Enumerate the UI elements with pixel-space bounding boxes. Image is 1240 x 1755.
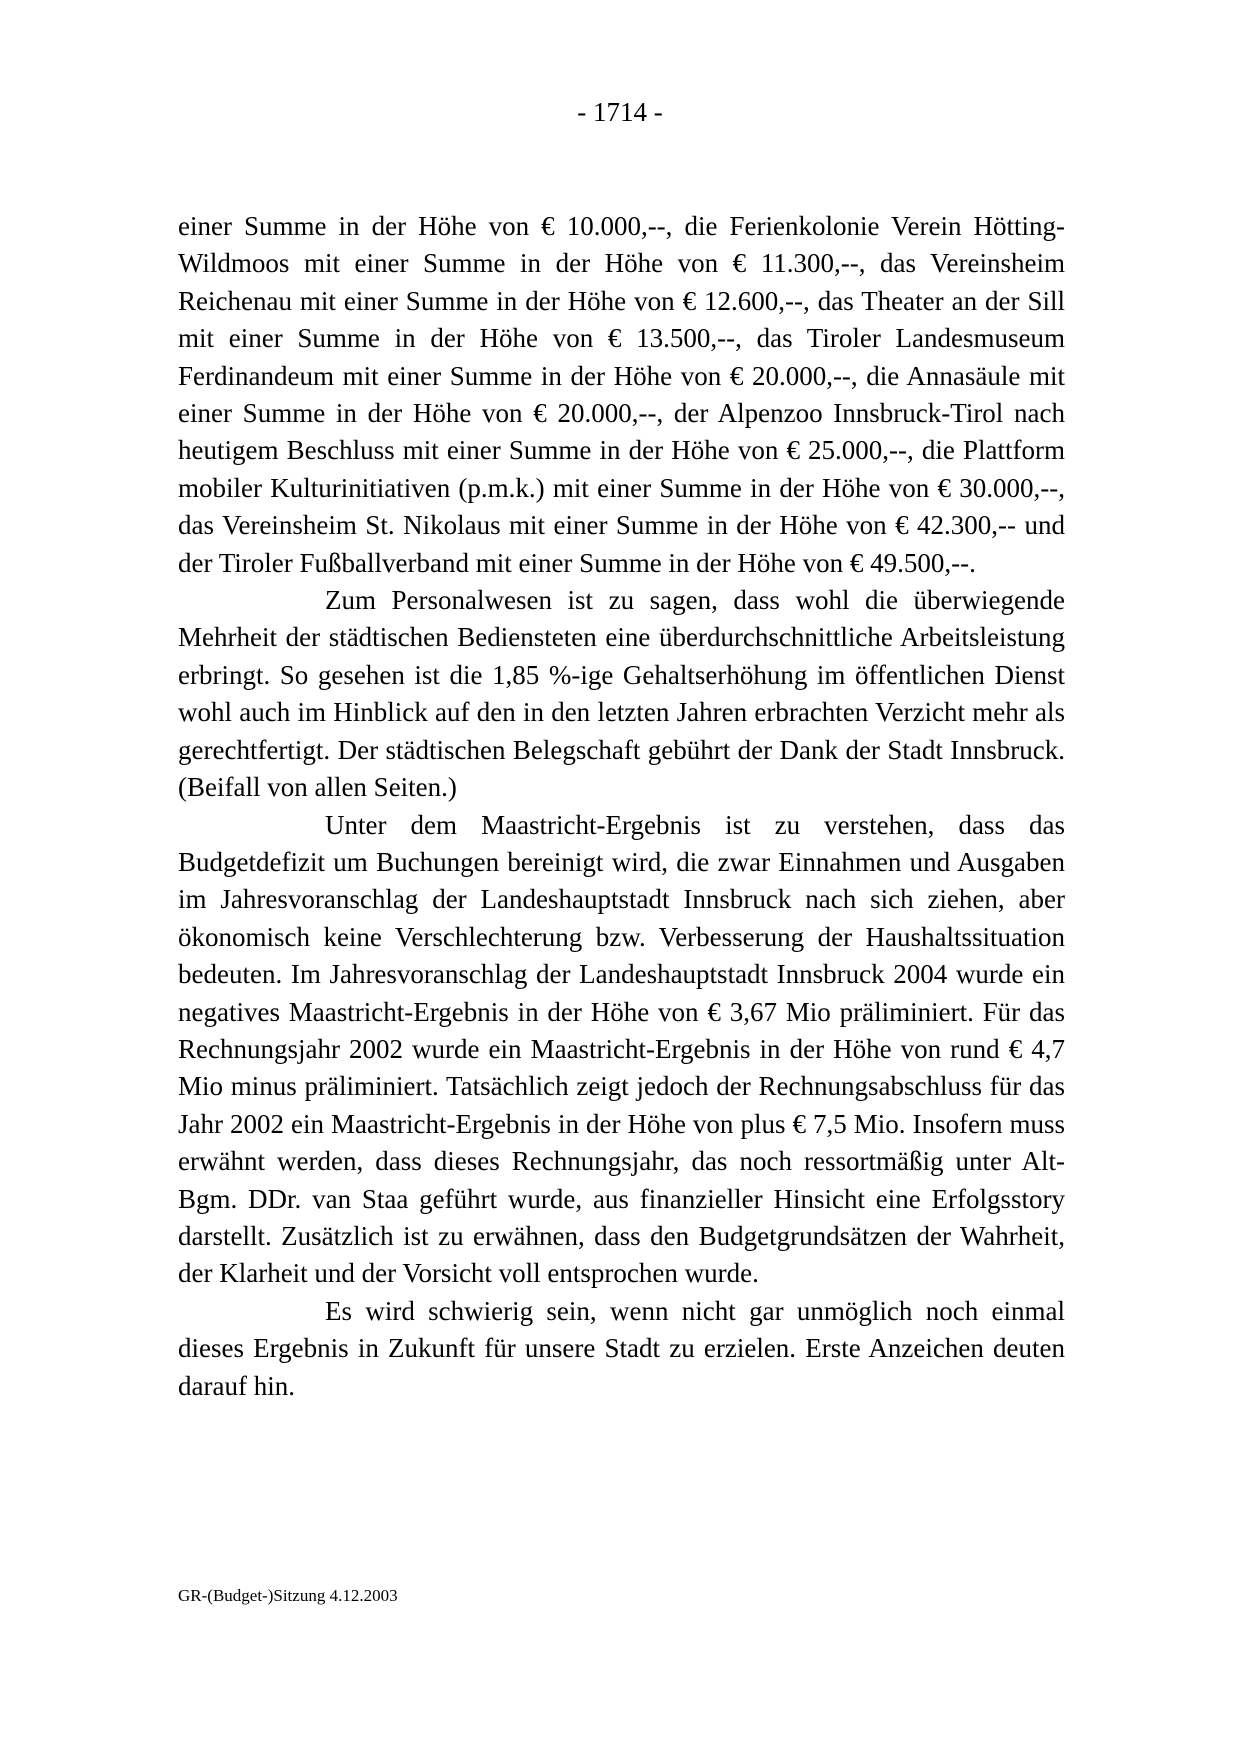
body-text [178,208,1065,1405]
page-footer: GR-(Budget-)Sitzung 4.12.2003 [178,1586,398,1605]
paragraph-maastricht: Unter dem Maastricht-Ergebnis ist zu verstehen, dass das Budgetdefizit um Buchungen bereinigt wird, die zwar Einnahmen und Ausgaben im Jahresvoranschlag der Landeshauptstadt Innsbruck nach sich ziehen, aber ökonomisch keine Verschlechterung bzw. Verbesserung der Haushaltssituation bedeuten. Im Jahresvoranschlag der Landeshauptstadt Innsbruck 2004 wurde ein negatives Maastricht-Ergebnis in der Höhe von € 3,67 Mio präliminiert. Für das Rechnungsjahr 2002 wurde ein Maastricht-Ergebnis in der Höhe von rund € 4,7 Mio minus präliminiert. Tatsächlich zeigt jedoch der Rechnungsabschluss für das Jahr 2002 ein Maastricht-Ergebnis in der Höhe von plus € 7,5 Mio. Insofern muss erwähnt werden, dass dieses Rechnungsjahr, das noch ressortmäßig unter Alt-Bgm. DDr. van Staa geführt wurde, aus finanzieller Hinsicht eine Erfolgsstory darstellt. Zusätzlich ist zu erwähnen, dass den Budgetgrundsätzen der Wahrheit, der Klarheit und der Vorsicht voll entsprochen wurde. [178,809,1065,1289]
paragraph-outlook: Es wird schwierig sein, wenn nicht gar unmöglich noch einmal dieses Ergebnis in Zukunft für unsere Stadt zu erzielen. Erste Anzeichen deuten darauf hin. [178,1295,1065,1401]
paragraph-donations: einer Summe in der Höhe von € 10.000,--, die Ferienkolonie Verein Hötting-Wildmoos mit einer Summe in der Höhe von € 11.300,--, das Vereinsheim Reichenau mit einer Summe in der Höhe von € 12.600,--, das Theater an der Sill mit einer Summe in der Höhe von € 13.500,--, das Tiroler Landesmuseum Ferdinandeum mit einer Summe in der Höhe von € 20.000,--, die Annasäule mit einer Summe in der Höhe von € 20.000,--, der Alpenzoo Innsbruck-Tirol nach heutigem Beschluss mit einer Summe in der Höhe von € 25.000,--, die Plattform mobiler Kulturinitiativen (p.m.k.) mit einer Summe in der Höhe von € 30.000,--, das Vereinsheim St. Nikolaus mit einer Summe in der Höhe von € 42.300,-- und der Tiroler Fußballverband mit einer Summe in der Höhe von € 49.500,--. [178,211,1065,578]
paragraph-personnel: Zum Personalwesen ist zu sagen, dass wohl die überwiegende Mehrheit der städtischen Bediensteten eine überdurchschnittliche Arbeitsleistung erbringt. So gesehen ist die 1,85 %-ige Gehaltserhöhung im öffentlichen Dienst wohl auch im Hinblick auf den in den letzten Jahren erbrachten Verzicht mehr als gerechtfertigt. Der städtischen Belegschaft gebührt der Dank der Stadt Innsbruck. (Beifall von allen Seiten.) [178,585,1065,803]
page-number: - 1714 - [577,97,663,127]
